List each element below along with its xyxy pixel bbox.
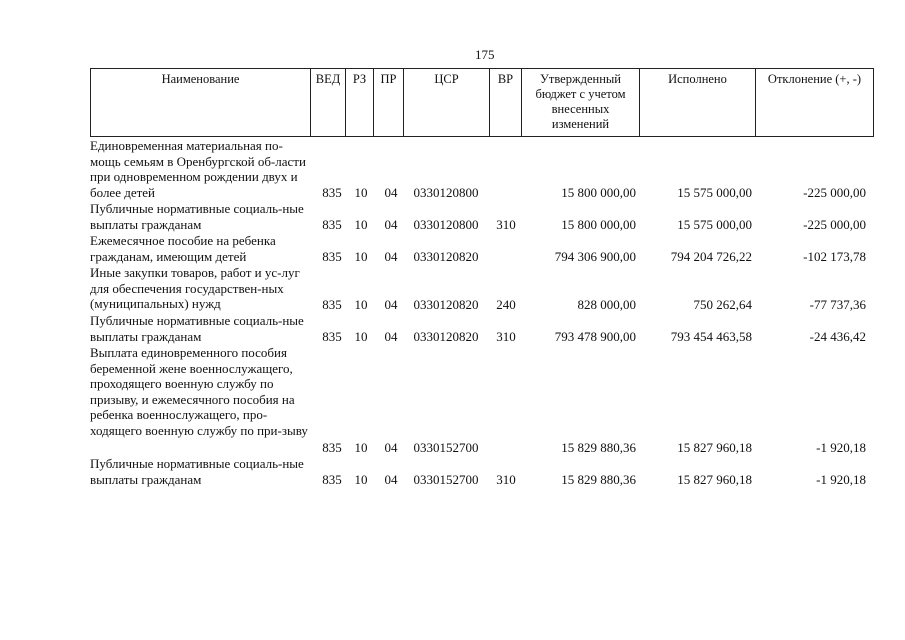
row-ved: 835 — [322, 217, 342, 232]
header-approved: Утвержденный бюджет с учетом внесенных изменений — [522, 69, 640, 137]
row-rz: 10 — [354, 440, 368, 455]
row-rz: 10 — [354, 297, 368, 312]
row-deviation: -1 920,18 — [816, 472, 866, 487]
row-name: Единовременная материальная по-мощь семьям в Оренбургской об-ласти при одновременном рождении двух и более детей — [90, 138, 306, 200]
row-executed: 15 827 960,18 — [677, 472, 752, 487]
row-pr: 04 — [384, 329, 398, 344]
row-ved: 835 — [322, 297, 342, 312]
row-rz: 10 — [354, 217, 368, 232]
row-pr: 04 — [384, 440, 398, 455]
row-csr: 0330120820 — [413, 249, 479, 264]
row-executed: 15 575 000,00 — [677, 217, 752, 232]
row-deviation: -102 173,78 — [803, 249, 866, 264]
row-rz: 10 — [354, 329, 368, 344]
row-ved: 835 — [322, 185, 342, 200]
row-name: Иные закупки товаров, работ и ус-луг для обеспечения государствен-ных (муниципальных) нужд — [90, 265, 300, 311]
row-pr: 04 — [384, 472, 398, 487]
row-ved: 835 — [322, 472, 342, 487]
row-pr: 04 — [384, 297, 398, 312]
row-deviation: -225 000,00 — [803, 217, 866, 232]
header-deviation: Отклонение (+, -) — [756, 69, 874, 137]
row-vr: 240 — [496, 297, 516, 312]
row-ved: 835 — [322, 440, 342, 455]
header-rz: РЗ — [346, 69, 374, 137]
row-executed: 15 575 000,00 — [677, 185, 752, 200]
row-rz: 10 — [354, 472, 368, 487]
row-approved: 15 829 880,36 — [561, 472, 636, 487]
row-ved: 835 — [322, 329, 342, 344]
row-executed: 15 827 960,18 — [677, 440, 752, 455]
row-vr: 310 — [496, 217, 516, 232]
row-approved: 793 478 900,00 — [554, 329, 636, 344]
row-pr: 04 — [384, 217, 398, 232]
row-deviation: -225 000,00 — [803, 185, 866, 200]
page-number: 175 — [475, 47, 495, 62]
row-deviation: -77 737,36 — [809, 297, 866, 312]
row-approved: 15 800 000,00 — [561, 185, 636, 200]
row-name: Ежемесячное пособие на ребенка гражданам, имеющим детей — [90, 233, 276, 264]
row-deviation: -24 436,42 — [809, 329, 866, 344]
row-executed: 750 262,64 — [693, 297, 752, 312]
row-name: Публичные нормативные социаль-ные выплаты гражданам — [90, 456, 304, 487]
row-deviation: -1 920,18 — [816, 440, 866, 455]
row-executed: 793 454 463,58 — [670, 329, 752, 344]
row-vr: 310 — [496, 472, 516, 487]
row-pr: 04 — [384, 249, 398, 264]
row-csr: 0330152700 — [413, 472, 479, 487]
header-executed: Исполнено — [640, 69, 756, 137]
row-name: Публичные нормативные социаль-ные выплаты гражданам — [90, 313, 304, 344]
row-ved: 835 — [322, 249, 342, 264]
row-csr: 0330120820 — [413, 329, 479, 344]
row-approved: 794 306 900,00 — [554, 249, 636, 264]
row-name: Публичные нормативные социаль-ные выплаты гражданам — [90, 201, 304, 232]
row-csr: 0330120800 — [413, 217, 479, 232]
row-approved: 828 000,00 — [577, 297, 636, 312]
row-csr: 0330120800 — [413, 185, 479, 200]
row-name: Выплата единовременного пособия беременной жене военнослужащего, проходящего военную службу по призыву, и ежемесячного пособия на ребенка военнослужащего, про-ходящего военную службу по при-зыву — [90, 345, 308, 438]
row-executed: 794 204 726,22 — [670, 249, 752, 264]
row-vr: 310 — [496, 329, 516, 344]
row-csr: 0330120820 — [413, 297, 479, 312]
row-pr: 04 — [384, 185, 398, 200]
row-approved: 15 829 880,36 — [561, 440, 636, 455]
row-rz: 10 — [354, 249, 368, 264]
header-ved: ВЕД — [311, 69, 346, 137]
header-pr: ПР — [374, 69, 404, 137]
row-csr: 0330152700 — [413, 440, 479, 455]
header-csr: ЦСР — [404, 69, 490, 137]
header-vr: ВР — [490, 69, 522, 137]
row-approved: 15 800 000,00 — [561, 217, 636, 232]
header-name: Наименование — [91, 69, 311, 137]
row-rz: 10 — [354, 185, 368, 200]
